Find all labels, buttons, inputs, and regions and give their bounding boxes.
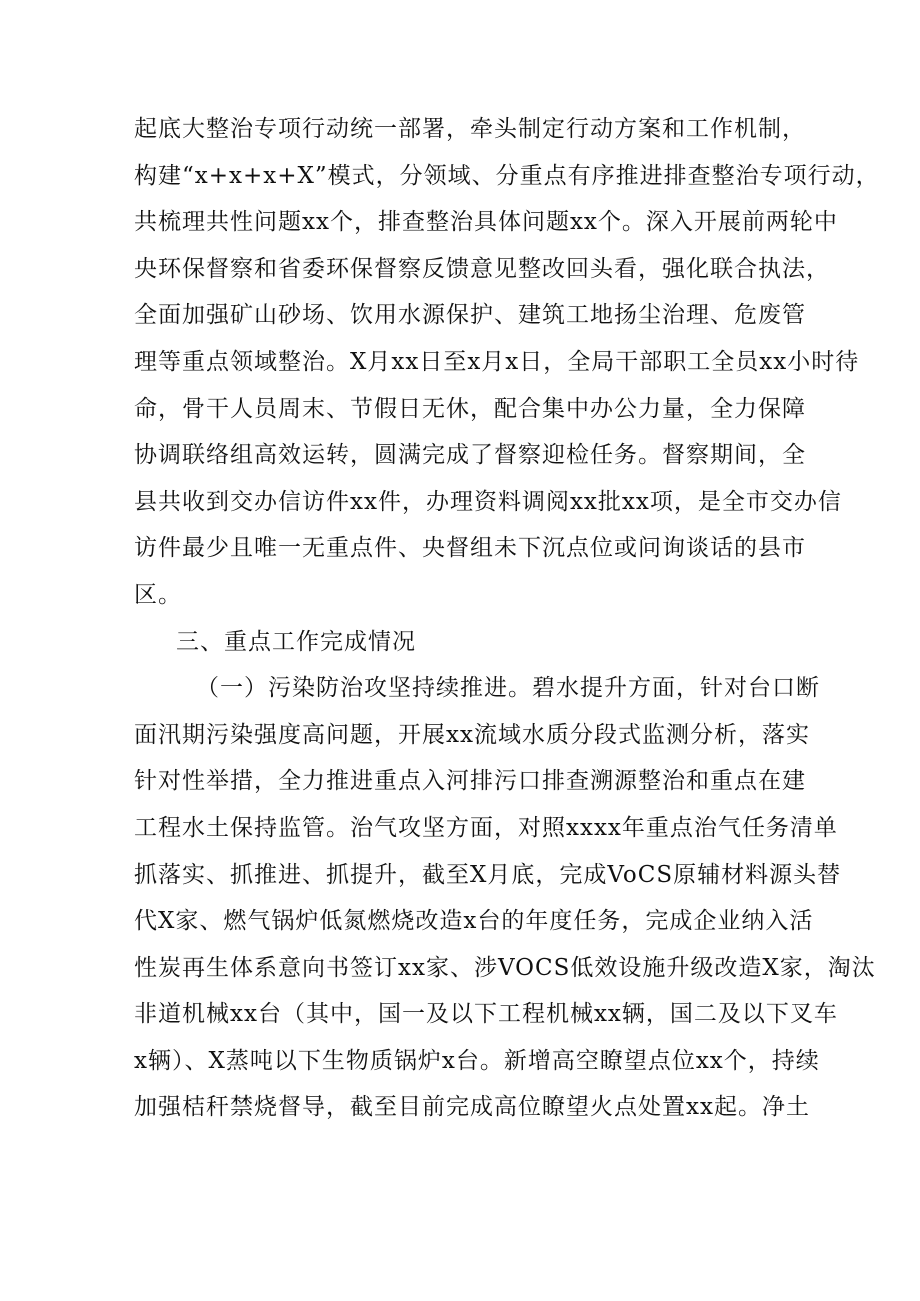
text-line: 理等重点领域整治。X月xx日至x月x日，全局干部职工全员xx小时待 <box>134 348 860 375</box>
text-line: 代X家、燃气锅炉低氮燃烧改造x台的年度任务，完成企业纳入活 <box>134 908 814 935</box>
text-line: 县共收到交办信访件xx件，办理资料调阅xx批xx项，是全市交办信 <box>134 488 842 515</box>
body-text <box>134 106 880 1131</box>
text-line: 央环保督察和省委环保督察反馈意见整改回头看，强化联合执法， <box>134 255 830 282</box>
text-line: 命，骨干人员周末、节假日无休，配合集中办公力量，全力保障 <box>134 395 806 422</box>
text-line: 面汛期污染强度高问题，开展xx流域水质分段式监测分析，落实 <box>134 721 810 748</box>
text-line: 工程水土保持监管。治气攻坚方面，对照xxxx年重点治气任务清单 <box>134 814 838 841</box>
text-line: 抓落实、抓推进、抓提升，截至X月底，完成VoCS原辅材料源头替 <box>134 861 842 888</box>
text-line: 构建“x+x+x+X”模式，分领域、分重点有序推进排查整治专项行动， <box>134 162 880 189</box>
text-line: 非道机械xx台（其中，国一及以下工程机械xx辆，国二及以下叉车 <box>134 1001 838 1028</box>
text-line: 加强桔秆禁烧督导，截至目前完成高位瞭望火点处置xx起。净土 <box>134 1094 810 1121</box>
section-heading: 三、重点工作完成情况 <box>176 628 416 655</box>
text-line: 共梳理共性问题xx个，排查整治具体问题xx个。深入开展前两轮中 <box>134 209 838 236</box>
text-line: 性炭再生体系意向书签订xx家、涉VOCS低效设施升级改造X家，淘汰 <box>134 954 876 981</box>
text-line: 针对性举措，全力推进重点入河排污口排查溯源整治和重点在建 <box>134 768 806 795</box>
text-line: 访件最少且唯一无重点件、央督组未下沉点位或问询谈话的县市 <box>134 535 806 562</box>
text-line: 起底大整治专项行动统一部署，牵头制定行动方案和工作机制， <box>134 116 806 142</box>
text-line: 全面加强矿山砂场、饮用水源保护、建筑工地扬尘治理、危废管 <box>134 302 806 329</box>
text-line: 区。 <box>134 581 182 608</box>
text-line: x辆）、X蒸吨以下生物质锅炉x台。新增高空瞭望点位xx个，持续 <box>134 1047 820 1074</box>
text-line: 协调联络组高效运转，圆满完成了督察迎检任务。督察期间，全 <box>134 442 806 469</box>
subsection-lead-line: （一）污染防治攻坚持续推进。碧水提升方面，针对台口断 <box>196 675 820 702</box>
